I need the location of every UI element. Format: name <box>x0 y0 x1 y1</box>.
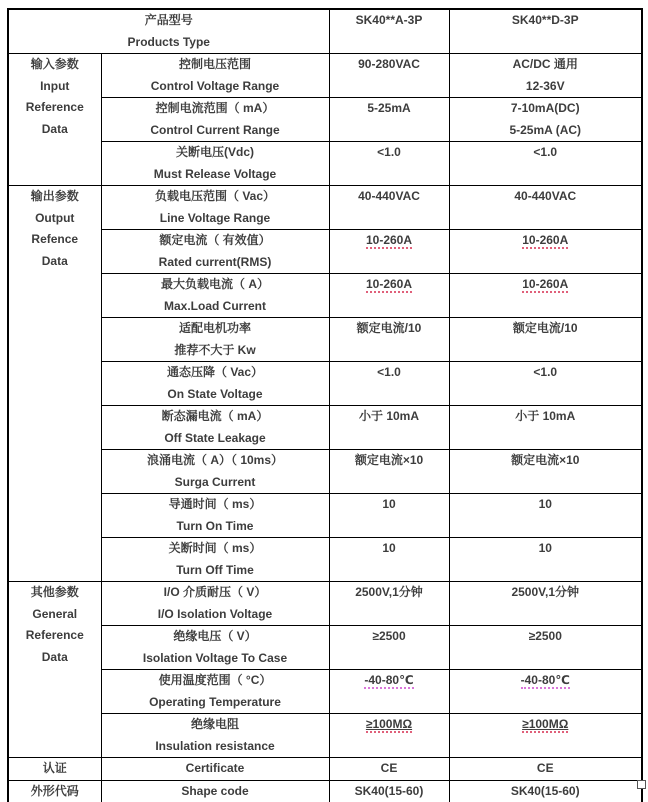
value-line: 10-260A <box>522 233 569 247</box>
param-name-cn: 使用温度范围（ °C） <box>158 673 272 687</box>
table-row <box>8 494 642 538</box>
param-name-en: Surga Current <box>174 474 256 489</box>
param-name-cn: 关断电压(Vdc) <box>175 145 254 159</box>
value-cell-b <box>449 98 642 142</box>
group-label-line: 外形代码 <box>30 783 79 798</box>
table-row <box>8 142 642 186</box>
group-label-line: 输出参数 <box>30 189 79 203</box>
table-row <box>8 318 642 362</box>
value-line: 40-440VAC <box>514 189 577 203</box>
value-line: 10-260A <box>522 277 569 291</box>
value-cell-a <box>329 494 449 538</box>
value-line: 90-280VAC <box>358 57 420 71</box>
param-name-en: Insulation resistance <box>155 738 275 753</box>
param-cell <box>101 54 329 98</box>
param-name-en: Operating Temperature <box>149 694 281 709</box>
group-label-line: Data <box>41 253 68 268</box>
param-cell <box>101 780 329 802</box>
value-line: 10-260A <box>365 277 413 291</box>
value-cell-a <box>329 54 449 98</box>
value-line: 12-36V <box>525 78 565 93</box>
spec-table <box>7 8 643 802</box>
value-cell-b <box>449 758 642 781</box>
value-cell-b <box>449 318 642 362</box>
group-label-line: Reference <box>25 100 84 114</box>
param-name-cn: 浪涌电流（ A）（ 10ms） <box>146 453 284 467</box>
param-cell <box>101 98 329 142</box>
value-line: 额定电流/10 <box>512 321 578 335</box>
value-cell-a <box>329 362 449 406</box>
model-a-cell <box>329 9 449 54</box>
param-cell <box>101 494 329 538</box>
param-name-en: Must Release Voltage <box>153 166 277 181</box>
param-name-en: Isolation Voltage To Case <box>142 650 288 665</box>
value-line: ≥2500 <box>528 629 562 643</box>
param-cell <box>101 714 329 758</box>
table-row <box>8 582 642 626</box>
param-cell <box>101 450 329 494</box>
value-cell-b <box>449 142 642 186</box>
table-row <box>8 186 642 230</box>
value-line: 10 <box>538 541 552 555</box>
param-name-en: Shape code <box>181 783 249 798</box>
group-label-line: Data <box>41 649 68 664</box>
param-name-en: 推荐不大于 Kw <box>174 342 256 357</box>
value-line: 2500V,1分钟 <box>511 585 580 599</box>
param-cell <box>101 274 329 318</box>
value-cell-a <box>329 670 449 714</box>
value-cell-b <box>449 450 642 494</box>
param-cell <box>101 758 329 781</box>
param-cell <box>101 318 329 362</box>
value-line: 10 <box>538 497 552 511</box>
param-name-cn: 控制电压范围 <box>178 57 251 71</box>
table-row <box>8 626 642 670</box>
param-name-cn: 负载电压范围（ Vac） <box>154 189 276 203</box>
value-line: 小于 10mA <box>515 409 576 423</box>
group-label-cell <box>8 186 101 582</box>
value-line: <1.0 <box>533 145 558 159</box>
value-cell-b <box>449 714 642 758</box>
table-resize-handle[interactable] <box>637 780 646 789</box>
group-label-line: 其他参数 <box>30 585 79 599</box>
products-type-en: Products Type <box>127 34 210 49</box>
param-name-en: Control Current Range <box>150 122 280 137</box>
value-line: 10-260A <box>365 233 413 247</box>
model-a-label: SK40**A-3P <box>355 13 423 27</box>
param-name-cn: 断态漏电流（ mA） <box>161 409 269 423</box>
value-cell-b <box>449 538 642 582</box>
value-line: 2500V,1分钟 <box>355 585 423 599</box>
group-label-line: General <box>32 606 78 621</box>
value-cell-a <box>329 538 449 582</box>
value-cell-b <box>449 406 642 450</box>
value-cell-a <box>329 780 449 802</box>
value-line: 额定电流/10 <box>356 321 422 335</box>
value-cell-b <box>449 362 642 406</box>
param-name-cn: I/O 介质耐压（ V） <box>163 585 267 599</box>
param-name-en: On State Voltage <box>167 386 263 401</box>
param-name-cn: 导通时间（ ms） <box>168 497 262 511</box>
table-row <box>8 670 642 714</box>
value-cell-a <box>329 582 449 626</box>
value-cell-b <box>449 186 642 230</box>
value-cell-b <box>449 582 642 626</box>
header-row <box>8 9 642 54</box>
value-cell-b <box>449 274 642 318</box>
param-cell <box>101 538 329 582</box>
table-row <box>8 780 642 802</box>
param-name-cn: 通态压降（ Vac） <box>166 365 264 379</box>
param-name-cn: 关断时间（ ms） <box>168 541 262 555</box>
value-cell-a <box>329 406 449 450</box>
param-name-cn: 绝缘电压（ V） <box>173 629 257 643</box>
table-row <box>8 714 642 758</box>
param-cell <box>101 582 329 626</box>
value-cell-a <box>329 450 449 494</box>
group-label-cell <box>8 54 101 186</box>
param-name-en: Rated current(RMS) <box>158 254 272 269</box>
value-line: ≥2500 <box>372 629 406 643</box>
param-name-en: I/O Isolation Voltage <box>157 606 273 621</box>
value-line: <1.0 <box>377 145 401 159</box>
param-cell <box>101 626 329 670</box>
param-cell <box>101 142 329 186</box>
value-line: 5-25mA (AC) <box>509 122 582 137</box>
value-line: 额定电流×10 <box>511 453 580 467</box>
param-name-en: Control Voltage Range <box>150 78 280 93</box>
param-cell <box>101 230 329 274</box>
value-cell-b <box>449 54 642 98</box>
value-line: 额定电流×10 <box>354 453 424 467</box>
group-label-line: Refence <box>31 232 79 246</box>
value-line: SK40(15-60) <box>354 783 424 798</box>
value-cell-a <box>329 98 449 142</box>
value-cell-a <box>329 758 449 781</box>
param-name-en: Certificate <box>185 761 245 775</box>
value-cell-a <box>329 714 449 758</box>
value-cell-a <box>329 626 449 670</box>
group-label-cell <box>8 582 101 758</box>
param-name-cn: 最大负载电流（ A） <box>160 277 269 291</box>
products-type-cn: 产品型号 <box>144 13 193 27</box>
group-label-cell <box>8 758 101 781</box>
value-line: 10 <box>382 497 396 511</box>
value-line: 小于 10mA <box>358 409 420 423</box>
value-cell-b <box>449 626 642 670</box>
value-line: CE <box>380 761 398 775</box>
value-line: <1.0 <box>533 365 558 379</box>
model-b-label: SK40**D-3P <box>511 13 579 27</box>
group-label-line: Reference <box>25 628 84 642</box>
value-line: <1.0 <box>377 365 401 379</box>
table-row <box>8 758 642 781</box>
model-b-cell <box>449 9 642 54</box>
table-row <box>8 450 642 494</box>
products-type-cell <box>8 9 329 54</box>
param-name-cn: 额定电流（ 有效值） <box>159 233 271 247</box>
group-label-line: 输入参数 <box>30 57 79 71</box>
table-row <box>8 274 642 318</box>
table-row <box>8 406 642 450</box>
value-line: 7-10mA(DC) <box>510 101 580 115</box>
param-cell <box>101 670 329 714</box>
param-name-en: Line Voltage Range <box>159 210 271 225</box>
value-line: 10 <box>382 541 396 555</box>
group-label-line: Output <box>35 210 75 225</box>
value-line: CE <box>536 761 554 775</box>
value-line: -40-80℃ <box>364 673 414 687</box>
table-row <box>8 538 642 582</box>
value-line: AC/DC 通用 <box>512 57 578 71</box>
value-cell-a <box>329 274 449 318</box>
table-row <box>8 98 642 142</box>
value-line: 40-440VAC <box>358 189 420 203</box>
param-name-en: Turn Off Time <box>176 562 254 577</box>
group-label-cell <box>8 780 101 802</box>
param-cell <box>101 406 329 450</box>
param-name-cn: 绝缘电阻 <box>190 717 239 731</box>
param-name-cn: 适配电机功率 <box>178 321 251 335</box>
value-line: SK40(15-60) <box>510 783 580 798</box>
param-name-en: Off State Leakage <box>164 430 266 445</box>
group-label-line: Input <box>40 78 70 93</box>
group-label-line: Data <box>41 121 68 136</box>
table-row <box>8 54 642 98</box>
value-line: 5-25mA <box>367 101 411 115</box>
value-line: ≥100MΩ <box>365 717 413 731</box>
value-cell-b <box>449 230 642 274</box>
value-cell-a <box>329 186 449 230</box>
value-cell-a <box>329 142 449 186</box>
param-cell <box>101 186 329 230</box>
table-row <box>8 362 642 406</box>
value-line: ≥100MΩ <box>522 717 569 731</box>
table-row <box>8 230 642 274</box>
value-cell-a <box>329 318 449 362</box>
group-label-line: 认证 <box>42 761 67 775</box>
value-cell-a <box>329 230 449 274</box>
param-name-en: Max.Load Current <box>163 298 266 313</box>
value-line: -40-80℃ <box>520 673 570 687</box>
param-name-cn: 控制电流范围（ mA） <box>155 101 275 115</box>
value-cell-b <box>449 780 642 802</box>
value-cell-b <box>449 670 642 714</box>
value-cell-b <box>449 494 642 538</box>
param-cell <box>101 362 329 406</box>
param-name-en: Turn On Time <box>176 518 254 533</box>
